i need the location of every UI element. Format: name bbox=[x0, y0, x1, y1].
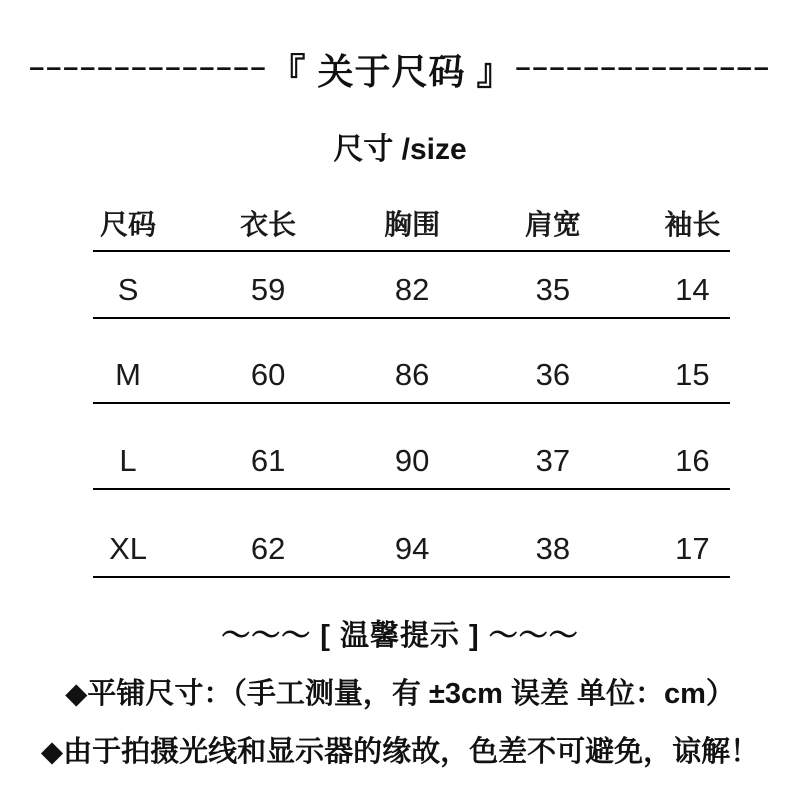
cell-shoulder: 38 bbox=[535, 531, 571, 566]
cell-chest: 86 bbox=[394, 357, 430, 392]
note-measurement: ◆平铺尺寸：（手工测量，有 ±3cm 误差 单位：cm） bbox=[65, 678, 735, 710]
col-header-size: 尺码 bbox=[100, 209, 157, 240]
cell-garment-length: 61 bbox=[250, 443, 286, 478]
col-header-garment-length: 衣长 bbox=[240, 209, 297, 240]
cell-chest: 90 bbox=[394, 443, 430, 478]
table-row-xl bbox=[93, 490, 730, 578]
title-dash-left: –––––––––––––– bbox=[29, 52, 268, 82]
cell-size: XL bbox=[109, 531, 147, 566]
cell-garment-length: 60 bbox=[250, 357, 286, 392]
size-subtitle: 尺寸 /size bbox=[333, 133, 467, 166]
cell-shoulder: 36 bbox=[535, 357, 571, 392]
col-header-chest: 胸围 bbox=[384, 209, 441, 240]
cell-shoulder: 37 bbox=[535, 443, 571, 478]
col-header-shoulder: 肩宽 bbox=[524, 209, 581, 240]
table-row-m bbox=[93, 319, 730, 404]
cell-sleeve: 14 bbox=[675, 272, 710, 307]
col-header-sleeve: 袖长 bbox=[664, 209, 721, 240]
note-color-difference: ◆由于拍摄光线和显示器的缘故，色差不可避免，谅解！ bbox=[40, 736, 760, 768]
tips-header: ～～～ [ 温馨提示 ] ～～～ bbox=[221, 620, 579, 652]
title-dash-right: ––––––––––––––– bbox=[515, 52, 771, 82]
cell-chest: 94 bbox=[394, 531, 430, 566]
cell-size: M bbox=[115, 357, 141, 392]
cell-chest: 82 bbox=[394, 272, 430, 307]
cell-shoulder: 35 bbox=[535, 272, 571, 307]
cell-sleeve: 17 bbox=[675, 531, 710, 566]
cell-sleeve: 15 bbox=[675, 357, 710, 392]
size-table bbox=[93, 200, 730, 578]
cell-sleeve: 16 bbox=[675, 443, 710, 478]
page-title: 『 关于尺码 』 bbox=[269, 51, 514, 92]
table-row-s bbox=[93, 252, 730, 319]
cell-garment-length: 59 bbox=[250, 272, 286, 307]
cell-size: L bbox=[119, 443, 137, 478]
page-title-row bbox=[0, 44, 800, 95]
cell-garment-length: 62 bbox=[250, 531, 286, 566]
table-row-l bbox=[93, 404, 730, 490]
size-table-header-row bbox=[93, 200, 730, 252]
cell-size: S bbox=[117, 272, 139, 307]
